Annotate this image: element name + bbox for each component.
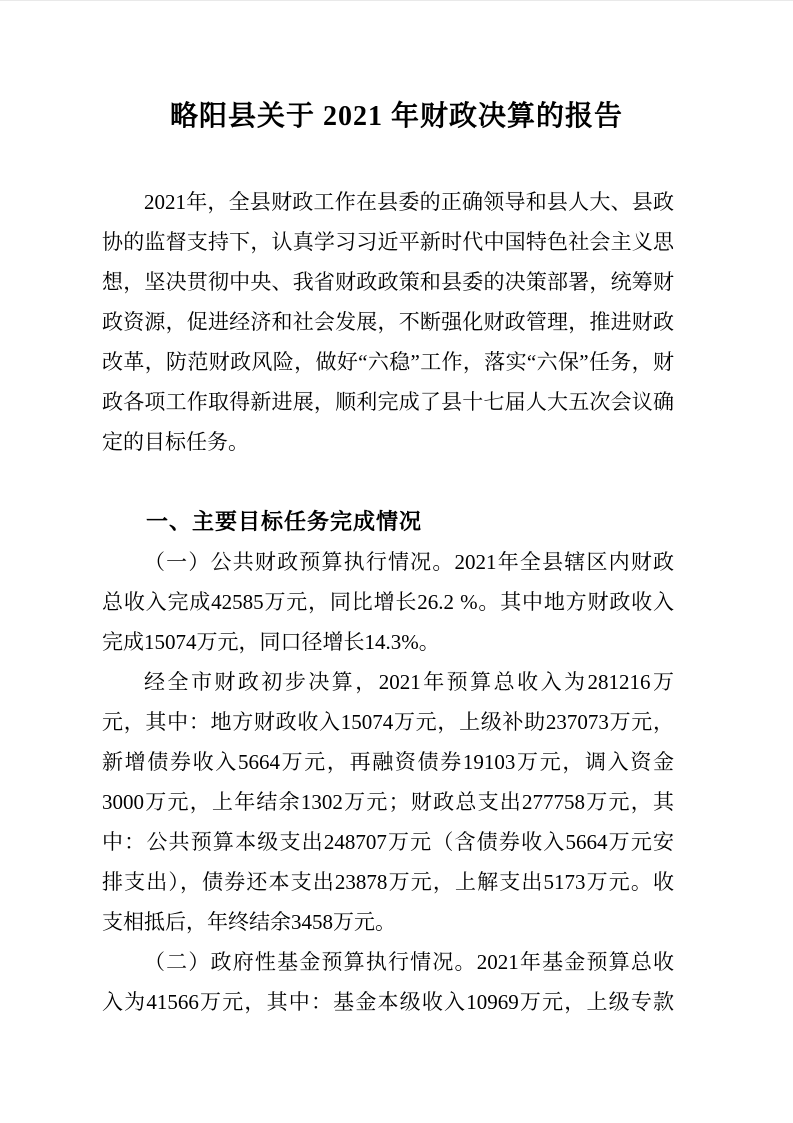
- section-heading: 一、主要目标任务完成情况: [146, 509, 423, 534]
- paragraph-line: 政各项工作取得新进展，顺利完成了县十七届人大五次会议确: [102, 390, 674, 414]
- paragraph-line: 元，其中：地方财政收入15074万元，上级补助237073万元，: [102, 710, 674, 734]
- paragraph-line: 2021年，全县财政工作在县委的正确领导和县人大、县政: [144, 190, 674, 214]
- paragraph-line: 协的监督支持下，认真学习习近平新时代中国特色社会主义思: [102, 230, 674, 254]
- paragraph-line: 完成15074万元，同口径增长14.3%。: [102, 630, 440, 654]
- paragraph-line: 经全市财政初步决算，2021年预算总收入为281216万: [144, 670, 674, 694]
- paragraph-line: （一）公共财政预算执行情况。2021年全县辖区内财政: [144, 550, 674, 574]
- paragraph-line: 入为41566万元，其中：基金本级收入10969万元，上级专款: [102, 990, 674, 1014]
- blank-line: [102, 462, 674, 502]
- document-title: 略阳县关于 2021 年财政决算的报告: [169, 101, 623, 132]
- paragraph-line: 3000万元，上年结余1302万元；财政总支出277758万元，其: [102, 790, 674, 814]
- paragraph-line: 新增债券收入5664万元，再融资债券19103万元，调入资金: [102, 750, 674, 774]
- paragraph-line: （二）政府性基金预算执行情况。2021年基金预算总收: [144, 950, 674, 974]
- paragraph-line: 支相抵后，年终结余3458万元。: [102, 910, 396, 934]
- paragraph-line: 总收入完成42585万元，同比增长26.2 %。其中地方财政收入: [102, 590, 674, 614]
- paragraph-line: 改革，防范财政风险，做好“六稳”工作，落实“六保”任务，财: [102, 350, 674, 374]
- document-body: [102, 182, 674, 1022]
- paragraph-line: 中：公共预算本级支出248707万元（含债券收入5664万元安: [102, 830, 674, 854]
- paragraph-line: 定的目标任务。: [102, 430, 249, 454]
- paragraph-line: 政资源，促进经济和社会发展，不断强化财政管理，推进财政: [102, 310, 674, 334]
- paragraph-line: 排支出），债券还本支出23878万元，上解支出5173万元。收: [102, 870, 674, 894]
- paragraph-line: 想，坚决贯彻中央、我省财政政策和县委的决策部署，统筹财: [102, 270, 674, 294]
